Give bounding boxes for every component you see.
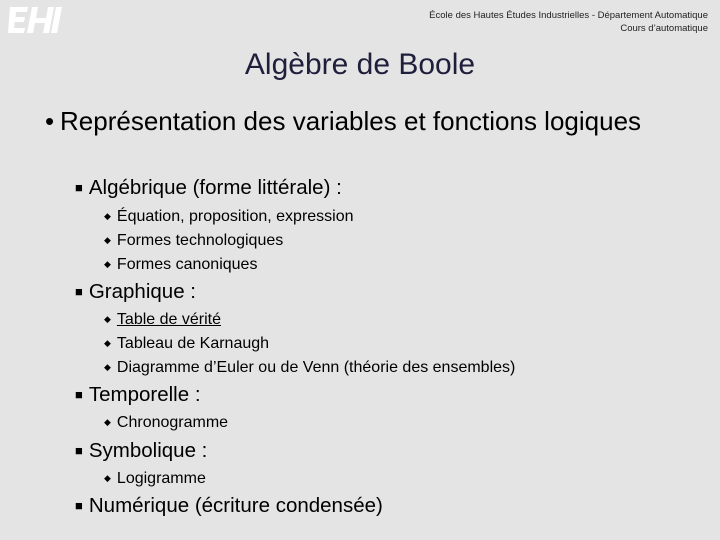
diamond-bullet-icon: ◆ xyxy=(104,211,111,221)
list-item xyxy=(104,309,221,330)
square-bullet-icon: ■ xyxy=(75,387,83,402)
list-item-label: Logigramme xyxy=(116,470,206,487)
section-label: Temporelle : xyxy=(88,383,201,406)
list-item-label: Équation, proposition, expression xyxy=(116,208,354,225)
list-item xyxy=(104,468,206,489)
section-temporelle xyxy=(75,383,201,407)
list-item xyxy=(104,412,228,433)
section-graphique xyxy=(75,280,196,304)
header-school: École des Hautes Études Industrielles - Département Automatique xyxy=(429,10,708,21)
ehei-logo xyxy=(6,5,64,35)
section-label: Algébrique (forme littérale) : xyxy=(88,176,342,199)
section-algebrique xyxy=(75,176,342,200)
section-label: Symbolique : xyxy=(88,439,208,462)
list-item-label: Formes canoniques xyxy=(116,256,258,273)
section-symbolique xyxy=(75,439,207,463)
diamond-bullet-icon: ◆ xyxy=(104,235,111,245)
diamond-bullet-icon: ◆ xyxy=(104,338,111,348)
level1-text: Représentation des variables et fonctions logiques xyxy=(60,106,642,136)
list-item xyxy=(104,230,283,251)
page-title: Algèbre de Boole xyxy=(244,48,476,81)
diamond-bullet-icon: ◆ xyxy=(104,362,111,372)
list-item-label: Chronogramme xyxy=(116,414,229,431)
section-numerique xyxy=(75,494,383,518)
list-item xyxy=(104,254,257,275)
section-label: Graphique : xyxy=(88,280,196,303)
list-item-label: Tableau de Karnaugh xyxy=(116,335,270,352)
square-bullet-icon: ■ xyxy=(75,284,83,299)
section-label: Numérique (écriture condensée) xyxy=(88,494,383,517)
list-item-label: Formes technologiques xyxy=(116,232,284,249)
diamond-bullet-icon: ◆ xyxy=(104,417,111,427)
diamond-bullet-icon: ◆ xyxy=(104,259,111,269)
round-bullet-icon: • xyxy=(45,106,55,136)
list-item xyxy=(104,357,515,378)
header xyxy=(429,9,708,35)
diamond-bullet-icon: ◆ xyxy=(104,473,111,483)
square-bullet-icon: ■ xyxy=(75,498,83,513)
level1-item xyxy=(45,106,670,137)
square-bullet-icon: ■ xyxy=(75,443,83,458)
diamond-bullet-icon: ◆ xyxy=(104,314,111,324)
header-course: Cours d’automatique xyxy=(620,23,708,34)
square-bullet-icon: ■ xyxy=(75,180,83,195)
list-item xyxy=(104,206,354,227)
list-item-label: Diagramme d’Euler ou de Venn (théorie des ensembles) xyxy=(116,359,516,376)
list-item xyxy=(104,333,269,354)
table-de-verite-link[interactable]: Table de vérité xyxy=(116,311,221,328)
